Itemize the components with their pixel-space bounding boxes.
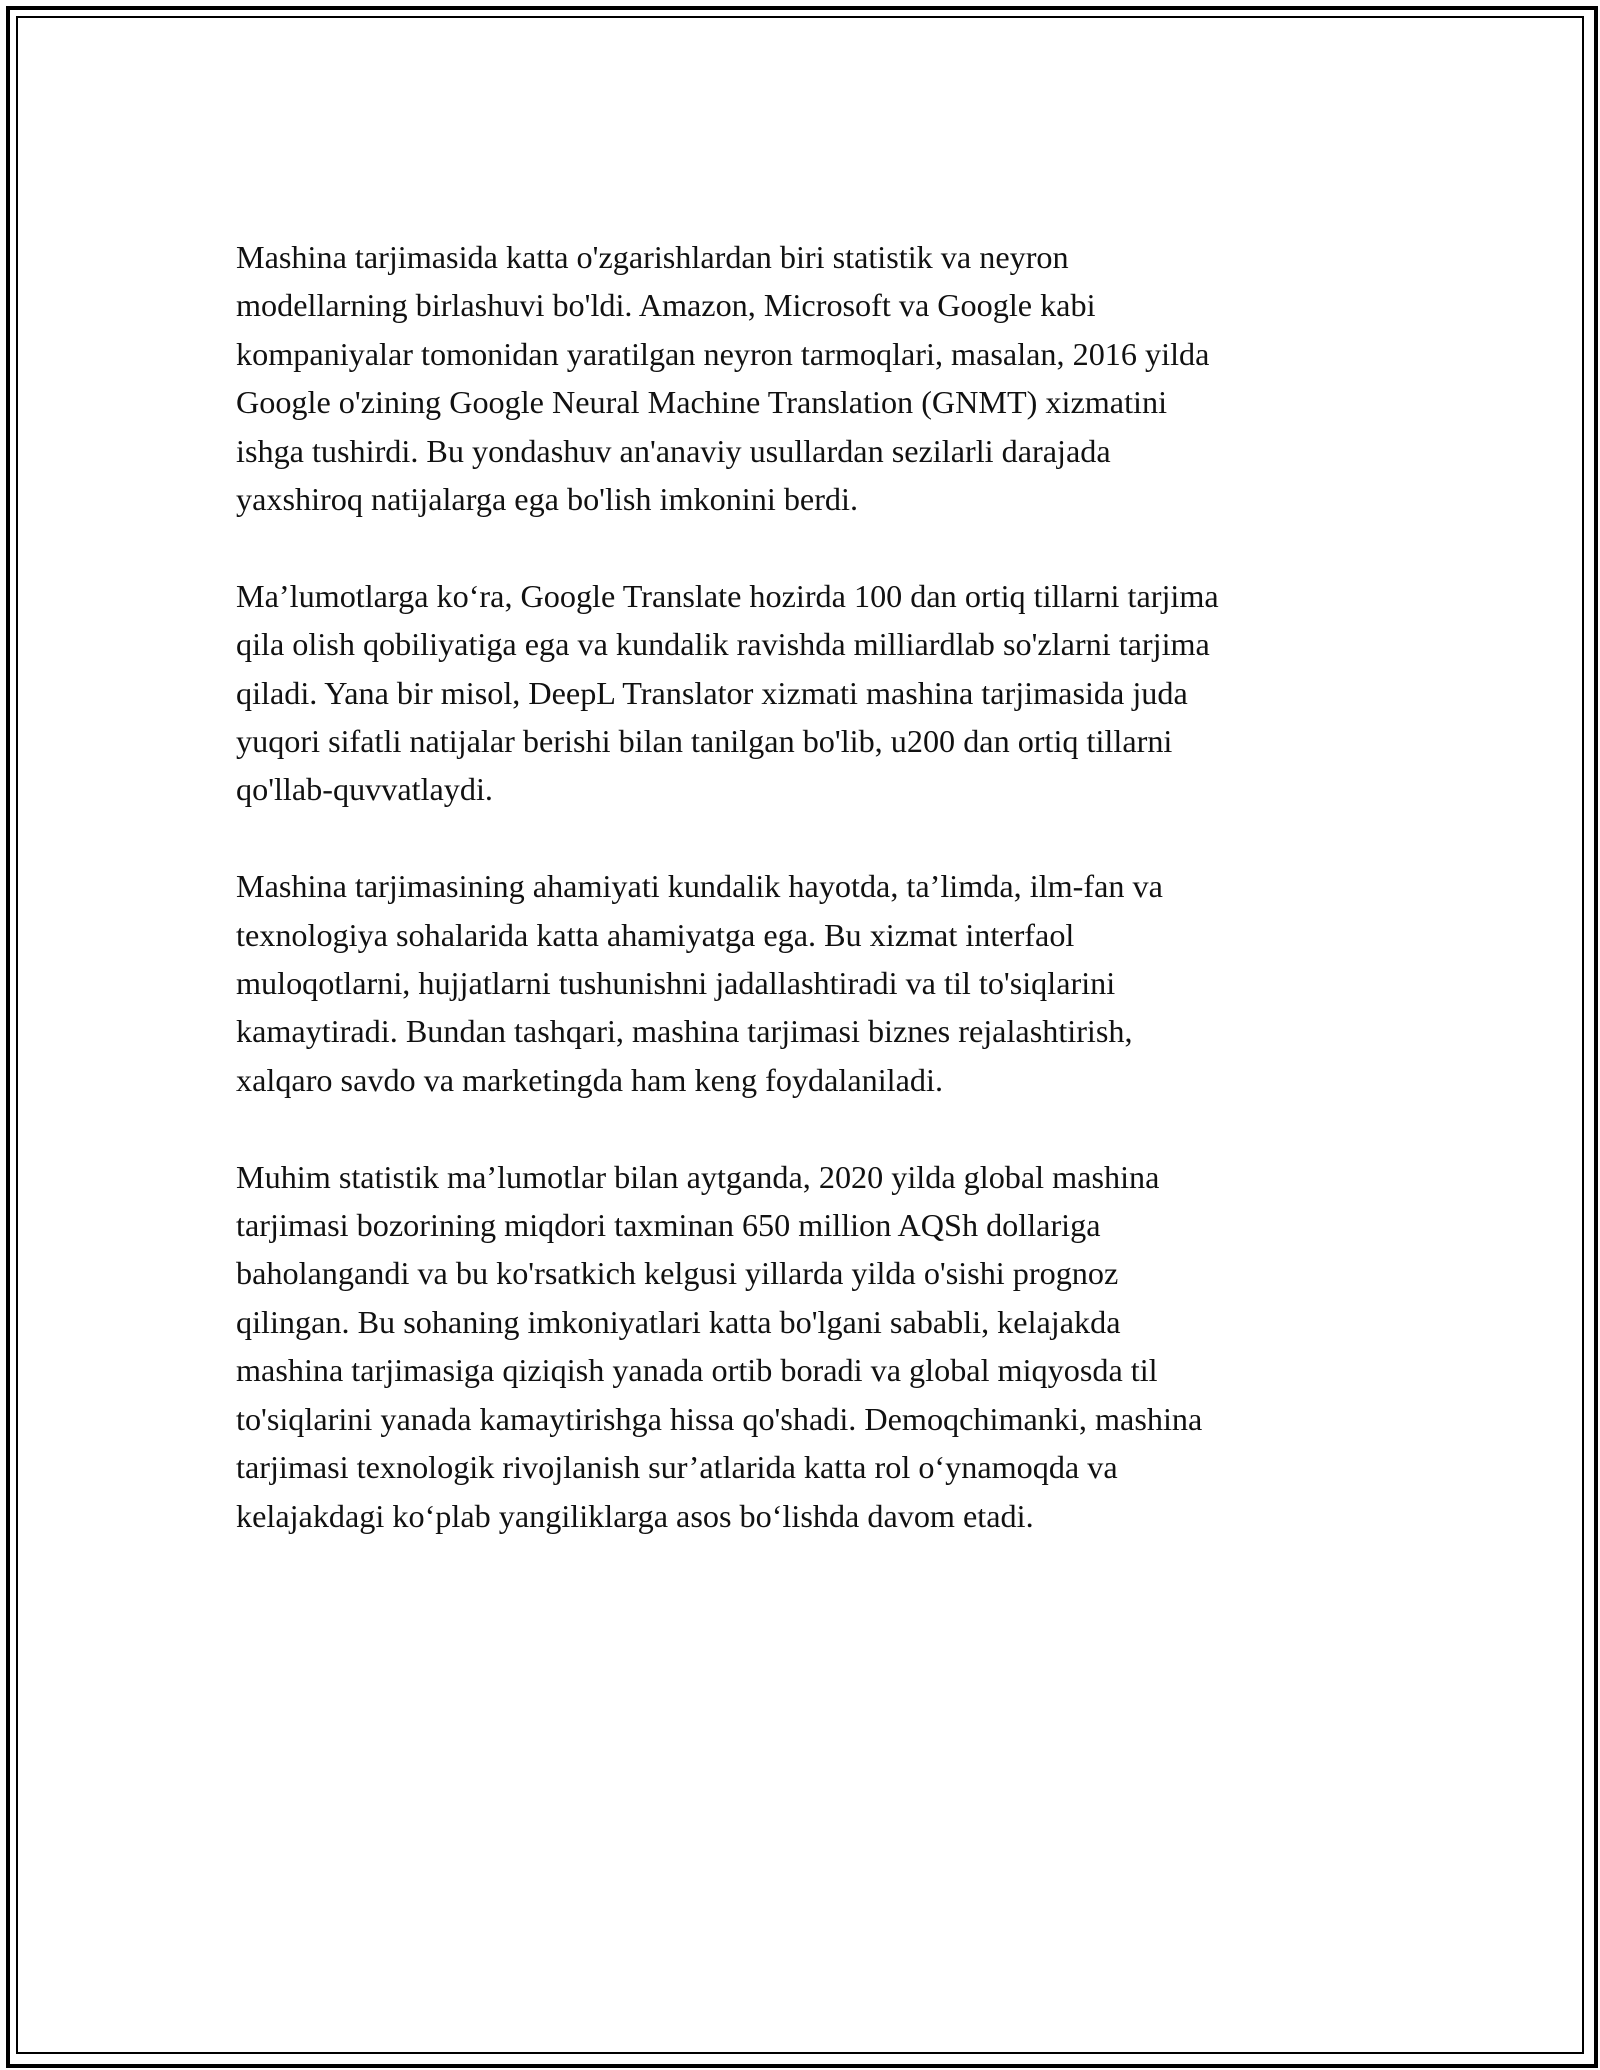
- paragraph-3: Mashina tarjimasining ahamiyati kundalik hayotda, ta’limda, ilm-fan va texnologiya sohalarida katta ahamiyatga ega. Bu xizmat interfaol muloqotlarni, hujjatlarni tushunishni jadallashtiradi va til to'siqlarini kamaytiradi. Bundan tashqari, mashina tarjimasi biznes rejalashtirish, xalqaro savdo va marketingda ham keng foydalaniladi.: [236, 868, 1163, 1098]
- paragraph-2: Ma’lumotlarga ko‘ra, Google Translate hozirda 100 dan ortiq tillarni tarjima qila olish qobiliyatiga ega va kundalik ravishda milliardlab so'zlarni tarjima qiladi. Yana bir misol, DeepL Translator xizmati mashina tarjimasida juda yuqori sifatli natijalar berishi bilan tanilgan bo'lib, u200 dan ortiq tillarni qo'llab-quvvatlaydi.: [236, 577, 1219, 808]
- document-body: [236, 233, 1366, 1588]
- paragraph-4: Muhim statistik ma’lumotlar bilan aytganda, 2020 yilda global mashina tarjimasi bozorining miqdori taxminan 650 million AQSh dollariga baholangandi va bu ko'rsatkich kelgusi yillarda yilda o'sishi prognoz qilingan. Bu sohaning imkoniyatlari katta bo'lgani sababli, kelajakda mashina tarjimasiga qiziqish yanada ortib boradi va global miqyosda til to'siqlarini yanada kamaytirishga hissa qo'shadi. Demoqchimanki, mashina tarjimasi texnologik rivojlanish sur’atlarida katta rol o‘ynamoqda va kelajakdagi ko‘plab yangiliklarga asos bo‘lishda davom etadi.: [236, 1158, 1203, 1534]
- paragraph-1: Mashina tarjimasida katta o'zgarishlardan biri statistik va neyron modellarning birlashuvi bo'ldi. Amazon, Microsoft va Google kabi kompaniyalar tomonidan yaratilgan neyron tarmoqlari, masalan, 2016 yilda Google o'zining Google Neural Machine Translation (GNMT) xizmatini ishga tushirdi. Bu yondashuv an'anaviy usullardan sezilarli darajada yaxshiroq natijalarga ega bo'lish imkonini berdi.: [236, 239, 1210, 518]
